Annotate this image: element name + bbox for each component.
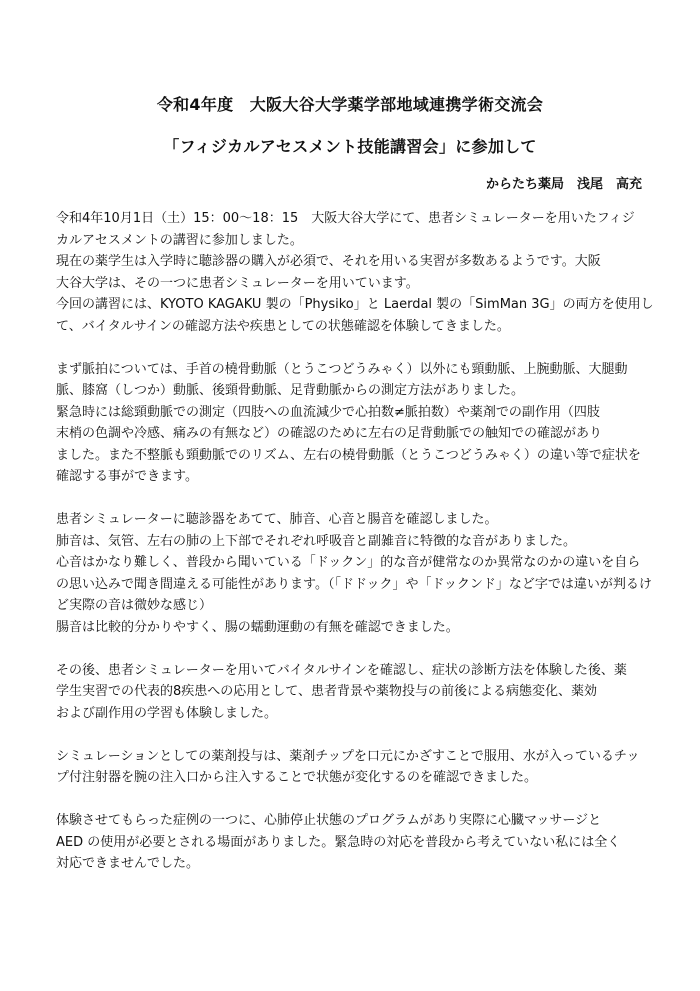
- text-line: 末梢の色調や冷感、痛みの有無など）の確認のために左右の足背動脈での触知での確認があり: [56, 426, 603, 441]
- text-line: 緊急時には総頸動脈での測定（四肢への血流減少で心拍数≠脈拍数）や薬剤での副作用（四肢: [56, 404, 600, 420]
- text-line: の思い込みで聞き間違える可能性があります。（「ドドック」や「ドックンド」など字では違いが判るけ: [56, 576, 652, 592]
- text-line: カルアセスメントの講習に参加しました。: [56, 232, 303, 248]
- text-line: その後、患者シミュレーターを用いてバイタルサインを確認し、症状の診断方法を体験した後、薬: [56, 662, 627, 678]
- text-line: 患者シミュレーターに聴診器をあてて、肺音、心音と腸音を確認しました。: [56, 512, 498, 527]
- text-line: AED の使用が必要とされる場面がありました。緊急時の対応を普段から考えていない私には全く: [56, 834, 621, 850]
- document-body: [56, 208, 654, 896]
- text-line: 大谷大学は、その一つに患者シミュレーターを用いています。: [56, 275, 419, 291]
- text-line: ました。また不整脈も頸動脈でのリズム、左右の橈骨動脈（とうこつどうみゃく）の違い等で症状を: [56, 447, 641, 463]
- text-line: 心音はかなり難しく、普段から聞いている「ドックン」的な音が健常なのか異常なのかの違いを自ら: [56, 555, 641, 570]
- text-line: 学生実習での代表的8疾患への応用として、患者背景や薬物投与の前後による病態変化、薬効: [56, 684, 598, 699]
- text-line: シミュレーションとしての薬剤投与は、薬剤チップを口元にかざすことで服用、水が入っているチッ: [56, 748, 640, 764]
- text-line: 腸音は比較的分かりやすく、腸の蠕動運動の有無を確認できました。: [56, 619, 459, 635]
- text-line: および副作用の学習も体験しました。: [56, 705, 278, 721]
- text-line: 令和4年10月1日（土）15：00～18：15 大阪大谷大学にて、患者シミュレーターを用いたフィジ: [56, 211, 635, 226]
- text-line: 体験させてもらった症例の一つに、心肺停止状態のプログラムがあり実際に心臓マッサージと: [56, 813, 602, 828]
- paragraph-3: [56, 509, 654, 638]
- paragraph-6: [56, 810, 654, 875]
- text-line: 肺音は、気管、左右の肺の上下部でそれぞれ呼吸音と副雑音に特徴的な音がありました。: [56, 533, 577, 549]
- text-line: ど実際の音は微妙な感じ）: [56, 598, 213, 613]
- text-line: 確認する事ができます。: [56, 469, 198, 484]
- text-line: 脈、膝窩（しつか）動脈、後頸骨動脈、足背動脈からの測定方法がありました。: [56, 383, 525, 398]
- text-line: 今回の講習には、KYOTO KAGAKU 製の「Physiko」と Laerdal 製の「SimMan 3G」の両方を使用し: [56, 297, 654, 312]
- author-name: からたち薬局 浅尾 高充: [485, 177, 642, 192]
- text-line: 現在の薬学生は入学時に聴診器の購入が必須で、それを用いる実習が多数あるようです。大阪: [56, 254, 601, 269]
- text-line: まず脈拍については、手首の橈骨動脈（とうこつどうみゃく）以外にも頸動脈、上腕動脈、大腿動: [56, 361, 628, 377]
- text-line: プ付注射器を腕の注入口から注入することで状態が変化するのを確認できました。: [56, 770, 538, 785]
- text-line: て、バイタルサインの確認方法や疾患としての状態確認を体験してきました。: [56, 318, 510, 334]
- paragraph-4: [56, 660, 654, 725]
- title-line-2: 「フィジカルアセスメント技能講習会」に参加して: [163, 137, 537, 156]
- text-line: 対応できませんでした。: [56, 856, 200, 871]
- paragraph-5: [56, 746, 654, 789]
- paragraph-1: [56, 208, 654, 337]
- paragraph-2: [56, 359, 654, 488]
- title-line-1: 令和4年度 大阪大谷大学薬学部地域連携学術交流会: [156, 95, 544, 114]
